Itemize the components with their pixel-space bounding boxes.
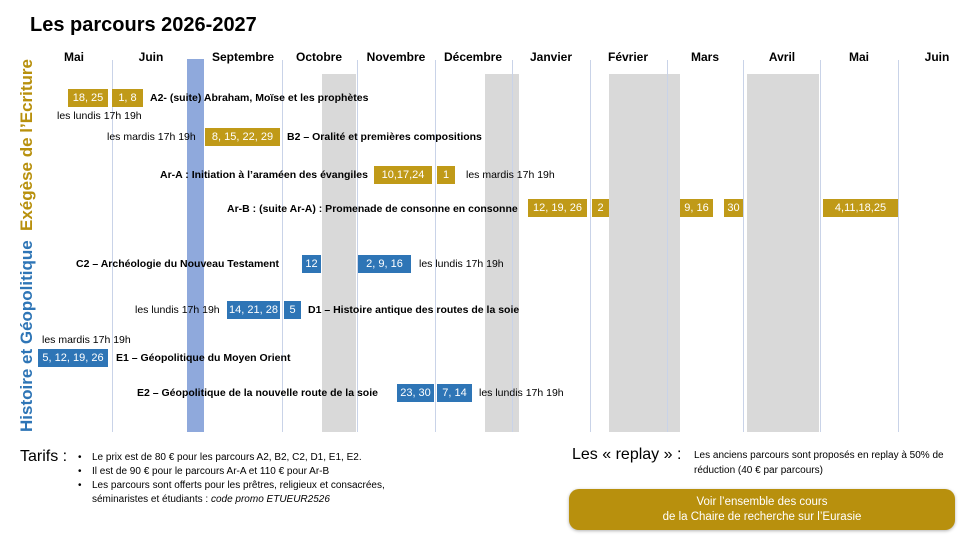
month-divider xyxy=(820,60,821,432)
session-dates: 12, 19, 26 xyxy=(528,199,587,217)
tarif-item-text: séminaristes et étudiants : xyxy=(92,494,211,505)
course-label: C2 – Archéologie du Nouveau Testament xyxy=(76,258,280,270)
session-dates: 2 xyxy=(592,199,609,217)
month-divider xyxy=(590,60,591,432)
month-header: Mai xyxy=(63,50,85,64)
month-header: Décembre xyxy=(443,50,503,64)
month-header: Novembre xyxy=(366,50,426,64)
course-schedule: les lundis 17h 19h xyxy=(135,304,220,316)
month-header: Septembre xyxy=(211,50,275,64)
cta-line-2: de la Chaire de recherche sur l’Eurasie xyxy=(662,510,862,523)
course-label: E1 – Géopolitique du Moyen Orient xyxy=(116,352,291,364)
session-dates: 14, 21, 28 xyxy=(227,301,280,319)
month-header: Juin xyxy=(138,50,164,64)
course-schedule: les lundis 17h 19h xyxy=(57,110,142,122)
session-dates: 5, 12, 19, 26 xyxy=(38,349,108,367)
course-schedule: les lundis 17h 19h xyxy=(479,387,564,399)
cta-line-1: Voir l’ensemble des cours xyxy=(696,495,828,508)
course-label: A2- (suite) Abraham, Moïse et les prophètes xyxy=(150,92,369,104)
session-dates: 7, 14 xyxy=(437,384,472,402)
course-schedule: les mardis 17h 19h xyxy=(42,334,131,346)
tarif-item-text: Il est de 90 € pour le parcours Ar-A et 110 € pour Ar-B xyxy=(92,466,330,477)
month-header: Juin xyxy=(924,50,950,64)
replay-text: Les anciens parcours sont proposés en replay à 50% de réduction (40 € par parcours) xyxy=(694,450,944,476)
course-schedule: les mardis 17h 19h xyxy=(107,131,196,143)
group-label-histoire: Histoire et Géopolitique xyxy=(17,240,36,432)
session-dates: 18, 25 xyxy=(68,89,108,107)
summer-break-band xyxy=(187,59,204,432)
holiday-band xyxy=(747,74,819,432)
month-divider xyxy=(898,60,899,432)
course-label: B2 – Oralité et premières compositions xyxy=(287,131,482,143)
course-label: Ar-A : Initiation à l’araméen des évangiles xyxy=(160,169,368,181)
tarifs-title: Tarifs : xyxy=(20,448,68,465)
holiday-band xyxy=(485,74,519,432)
tarif-item xyxy=(78,465,385,479)
session-dates: 8, 15, 22, 29 xyxy=(205,128,280,146)
session-dates: 9, 16 xyxy=(680,199,713,217)
course-label: E2 – Géopolitique de la nouvelle route de la soie xyxy=(137,387,378,399)
session-dates: 4,11,18,25 xyxy=(823,199,898,217)
course-schedule: les lundis 17h 19h xyxy=(419,258,504,270)
session-dates: 2, 9, 16 xyxy=(358,255,411,273)
session-dates: 1, 8 xyxy=(112,89,143,107)
session-dates: 5 xyxy=(284,301,301,319)
month-divider xyxy=(357,60,358,432)
tarifs-list xyxy=(78,451,385,507)
tarif-item xyxy=(78,479,385,507)
course-schedule: les mardis 17h 19h xyxy=(466,169,555,181)
month-header: Février xyxy=(607,50,649,64)
session-dates: 30 xyxy=(724,199,743,217)
page-title: Les parcours 2026-2027 xyxy=(30,14,257,36)
tarif-item-text: Le prix est de 80 € pour les parcours A2, B2, C2, D1, E1, E2. xyxy=(92,452,362,463)
tarif-item-text: Les parcours sont offerts pour les prêtres, religieux et consacrées, xyxy=(92,480,385,491)
month-header: Mars xyxy=(690,50,720,64)
session-dates: 23, 30 xyxy=(397,384,434,402)
month-divider xyxy=(743,60,744,432)
month-divider xyxy=(435,60,436,432)
group-label-exegese: Exégèse de l’Ecriture xyxy=(17,59,36,231)
month-header: Octobre xyxy=(295,50,343,64)
session-dates: 10,17,24 xyxy=(374,166,432,184)
month-divider xyxy=(282,60,283,432)
see-all-courses-button[interactable] xyxy=(569,489,955,530)
holiday-band xyxy=(609,74,680,432)
month-header: Janvier xyxy=(529,50,573,64)
promo-code: code promo ETUEUR2526 xyxy=(210,494,330,505)
tarif-item xyxy=(78,451,385,465)
month-divider xyxy=(512,60,513,432)
session-dates: 1 xyxy=(437,166,455,184)
month-divider xyxy=(667,60,668,432)
course-label: Ar-B : (suite Ar-A) : Promenade de consonne en consonne xyxy=(227,203,518,215)
replay-title: Les « replay » : xyxy=(572,446,682,463)
session-dates: 12 xyxy=(302,255,321,273)
month-header: Mai xyxy=(848,50,870,64)
course-label: D1 – Histoire antique des routes de la soie xyxy=(308,304,520,316)
month-header: Avril xyxy=(768,50,796,64)
